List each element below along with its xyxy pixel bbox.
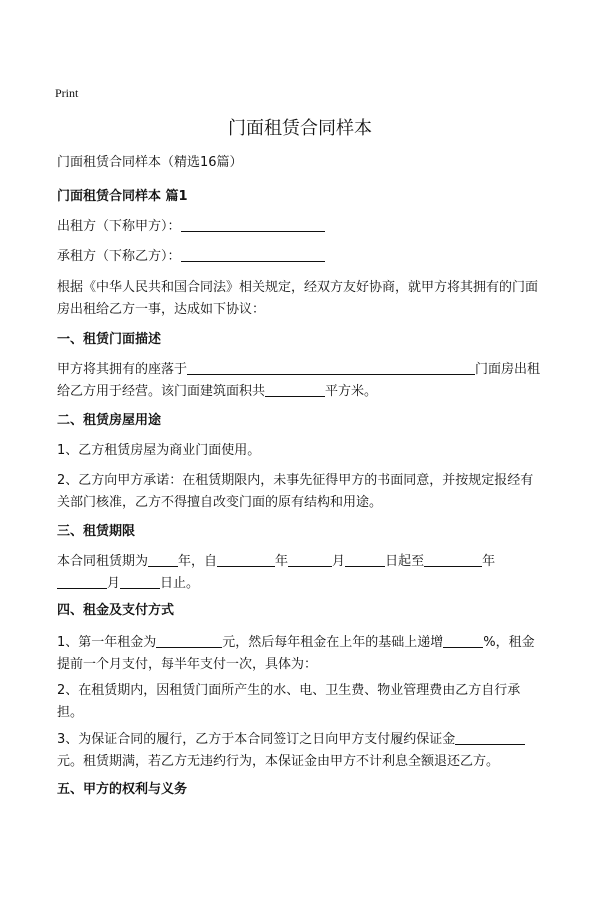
s2-heading: 二、租赁房屋用途 [57, 413, 162, 428]
intro-paragraph: 根据《中华人民共和国合同法》相关规定，经双方友好协商，就甲方将其拥有的门面房出租给乙方一事，达成如下协议： [57, 280, 539, 317]
s4-text-c: %，租金提前一个月支付，每半年支付一次，具体为： [57, 635, 535, 672]
s3-text-g: 月 [107, 576, 121, 591]
lessor-label: 出租方（下称甲方）： [57, 219, 181, 234]
s2-paragraph-2: 2、乙方向甲方承诺：在租赁期限内，未事先征得甲方的书面同意，并按规定报经有关部门核准，乙方不得擅自改变门面的原有结构和用途。 [57, 473, 534, 510]
s1-text-c: 给乙方用于经营。该门面建筑面积共 [57, 384, 266, 399]
location-blank [187, 360, 475, 375]
s2-paragraph-1: 1、乙方租赁房屋为商业门面使用。 [57, 443, 261, 458]
lessee-line [57, 246, 543, 268]
lessee-blank [181, 247, 325, 262]
document-title: 门面租赁合同样本 [228, 118, 372, 139]
s4-paragraph-3 [57, 729, 543, 773]
lessee-label: 承租方（下称乙方）： [57, 249, 181, 264]
s1-paragraph [57, 359, 543, 403]
increase-blank [443, 633, 483, 648]
s4-paragraph-2: 2、在租赁期内，因租赁门面所产生的水、电、卫生费、物业管理费由乙方自行承担。 [57, 683, 521, 720]
start-day-blank [345, 552, 385, 567]
s4-heading: 四、租金及支付方式 [57, 603, 175, 618]
s4-text-b: 元，然后每年租金在上年的基础上递增 [222, 635, 444, 650]
s4-text-a: 1、第一年租金为 [57, 635, 157, 650]
end-year-blank-2 [57, 574, 107, 589]
print-label: Print [55, 86, 79, 100]
s3-text-b: 年，自 [178, 554, 218, 569]
s3-text-f: 年 [482, 554, 496, 569]
s1-heading: 一、租赁门面描述 [57, 332, 162, 347]
s3-paragraph [57, 551, 543, 595]
s3-text-e: 日起至 [385, 554, 425, 569]
end-year-blank [424, 552, 482, 567]
s3-text-d: 月 [332, 554, 346, 569]
lessor-line [57, 216, 543, 238]
s5-heading: 五、甲方的权利与义务 [57, 782, 188, 797]
s4-text-3a: 3、为保证合同的履行，乙方于本合同签订之日向甲方支付履约保证金 [57, 732, 456, 747]
rent-blank [156, 633, 222, 648]
s3-text-h: 日止。 [160, 576, 200, 591]
s4-paragraph-1 [57, 632, 543, 676]
term-years-blank [148, 552, 178, 567]
section-heading: 门面租赁合同样本 篇1 [57, 189, 188, 204]
lessor-blank [181, 217, 325, 232]
s1-text-d: 平方米。 [325, 384, 378, 399]
end-day-blank [120, 574, 160, 589]
start-month-blank [288, 552, 332, 567]
s3-text-a: 本合同租赁期为 [57, 554, 149, 569]
document-subtitle: 门面租赁合同样本（精选16篇） [57, 155, 243, 170]
s1-text-b: 门面房出租 [475, 362, 541, 377]
area-blank [265, 382, 325, 397]
start-year-blank [217, 552, 275, 567]
s3-text-c: 年 [275, 554, 289, 569]
s3-heading: 三、租赁期限 [57, 524, 136, 539]
s1-text-a: 甲方将其拥有的座落于 [57, 362, 188, 377]
s4-text-3b: 元。租赁期满，若乙方无违约行为，本保证金由甲方不计利息全额退还乙方。 [57, 754, 500, 769]
deposit-blank [455, 730, 525, 745]
